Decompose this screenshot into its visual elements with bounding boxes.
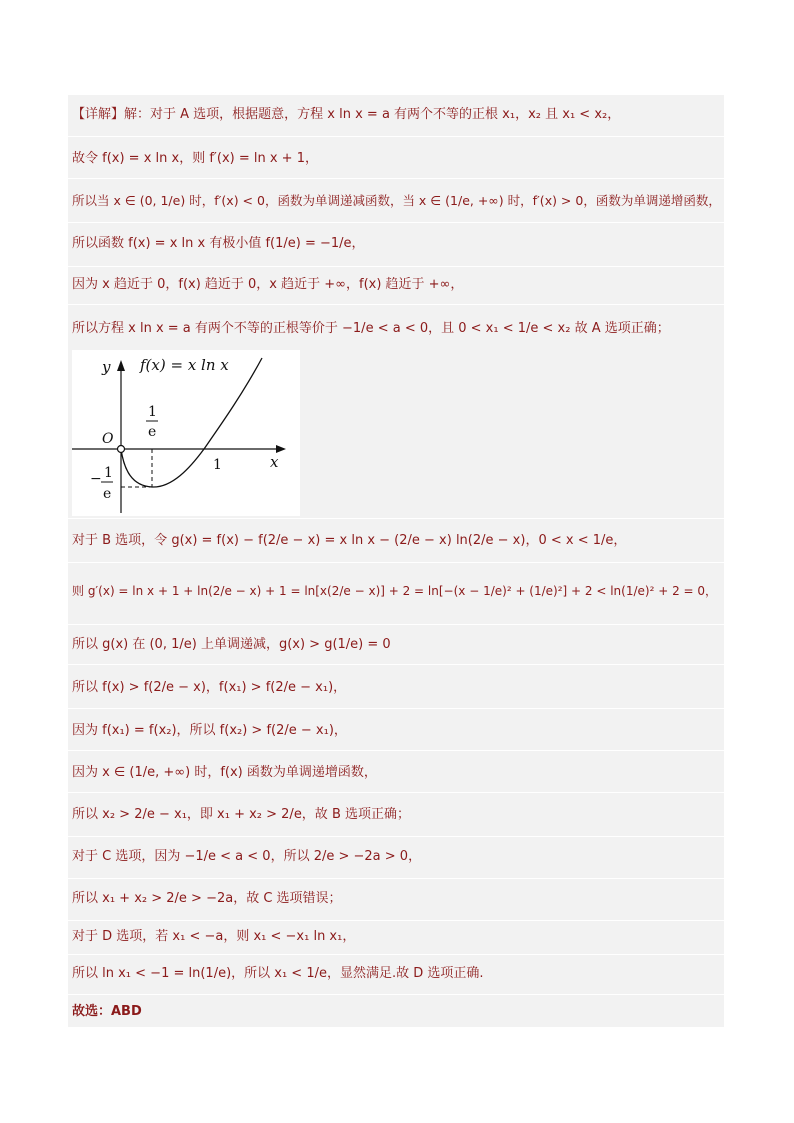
separator — [68, 222, 724, 223]
x-axis-arrow-icon — [276, 445, 286, 453]
function-graph — [72, 350, 300, 516]
separator — [68, 136, 724, 137]
line-15: 所以 x₁ + x₂ > 2/e > −2a，故 C 选项错误； — [72, 891, 342, 906]
tick-one-label: 1 — [213, 457, 222, 473]
separator — [68, 954, 724, 955]
separator — [68, 664, 724, 665]
line-1: 【详解】解：对于 A 选项，根据题意，方程 x ln x = a 有两个不等的正根 x₁，x₂ 且 x₁ < x₂， — [72, 107, 621, 122]
separator — [68, 994, 724, 995]
separator — [68, 266, 724, 267]
line-5: 因为 x 趋近于 0，f(x) 趋近于 0，x 趋近于 +∞，f(x) 趋近于 +∞， — [72, 277, 464, 292]
function-label: f(x) = x ln x — [140, 356, 229, 374]
y-axis-arrow-icon — [117, 360, 125, 371]
separator — [68, 878, 724, 879]
line-17: 所以 ln x₁ < −1 = ln(1/e)，所以 x₁ < 1/e，显然满足.故 D 选项正确. — [72, 966, 484, 981]
tick-x-denominator: e — [148, 424, 157, 440]
line-6: 所以方程 x ln x = a 有两个不等的正根等价于 −1/e < a < 0，且 0 < x₁ < 1/e < x₂ 故 A 选项正确； — [72, 321, 670, 336]
tick-x-numerator: 1 — [148, 404, 157, 420]
line-14: 对于 C 选项，因为 −1/e < a < 0，所以 2/e > −2a > 0， — [72, 849, 422, 864]
tick-y-sign: − — [90, 471, 102, 487]
line-12: 因为 x ∈ (1/e, +∞) 时，f(x) 函数为单调递增函数， — [72, 765, 377, 780]
separator — [68, 518, 724, 519]
line-4: 所以函数 f(x) = x ln x 有极小值 f(1/e) = −1/e， — [72, 236, 365, 251]
separator — [68, 792, 724, 793]
origin-label: O — [102, 431, 114, 447]
separator — [68, 178, 724, 179]
line-2: 故令 f(x) = x ln x，则 f′(x) = ln x + 1， — [72, 151, 318, 166]
separator — [68, 836, 724, 837]
x-axis-label: x — [270, 453, 279, 471]
line-8: 则 g′(x) = ln x + 1 + ln(2/e − x) + 1 = ln[x(2/e − x)] + 2 = ln[−(x − 1/e)² + (1/e)²] + 2 < ln(1/e)² + 2 = 0， — [72, 584, 718, 598]
curve — [121, 358, 262, 487]
separator — [68, 920, 724, 921]
line-answer: 故选：ABD — [72, 1004, 142, 1019]
y-axis-label: y — [102, 358, 111, 376]
line-3: 所以当 x ∈ (0, 1/e) 时，f′(x) < 0，函数为单调递减函数，当 x ∈ (1/e, +∞) 时，f′(x) > 0，函数为单调递增函数， — [72, 193, 721, 208]
separator — [68, 562, 724, 563]
line-16: 对于 D 选项，若 x₁ < −a，则 x₁ < −x₁ ln x₁， — [72, 929, 356, 944]
separator — [68, 708, 724, 709]
origin-hollow-point — [118, 446, 125, 453]
separator — [68, 750, 724, 751]
separator — [68, 304, 724, 305]
tick-y-denominator: e — [103, 486, 112, 502]
line-11: 因为 f(x₁) = f(x₂)，所以 f(x₂) > f(2/e − x₁)， — [72, 723, 347, 738]
line-9: 所以 g(x) 在 (0, 1/e) 上单调递减，g(x) > g(1/e) = 0 — [72, 637, 391, 652]
separator — [68, 624, 724, 625]
line-7: 对于 B 选项，令 g(x) = f(x) − f(2/e − x) = x ln x − (2/e − x) ln(2/e − x)，0 < x < 1/e， — [72, 533, 627, 548]
tick-y-numerator: 1 — [104, 465, 113, 481]
line-13: 所以 x₂ > 2/e − x₁，即 x₁ + x₂ > 2/e，故 B 选项正确； — [72, 807, 410, 822]
line-10: 所以 f(x) > f(2/e − x)，f(x₁) > f(2/e − x₁)， — [72, 680, 347, 695]
